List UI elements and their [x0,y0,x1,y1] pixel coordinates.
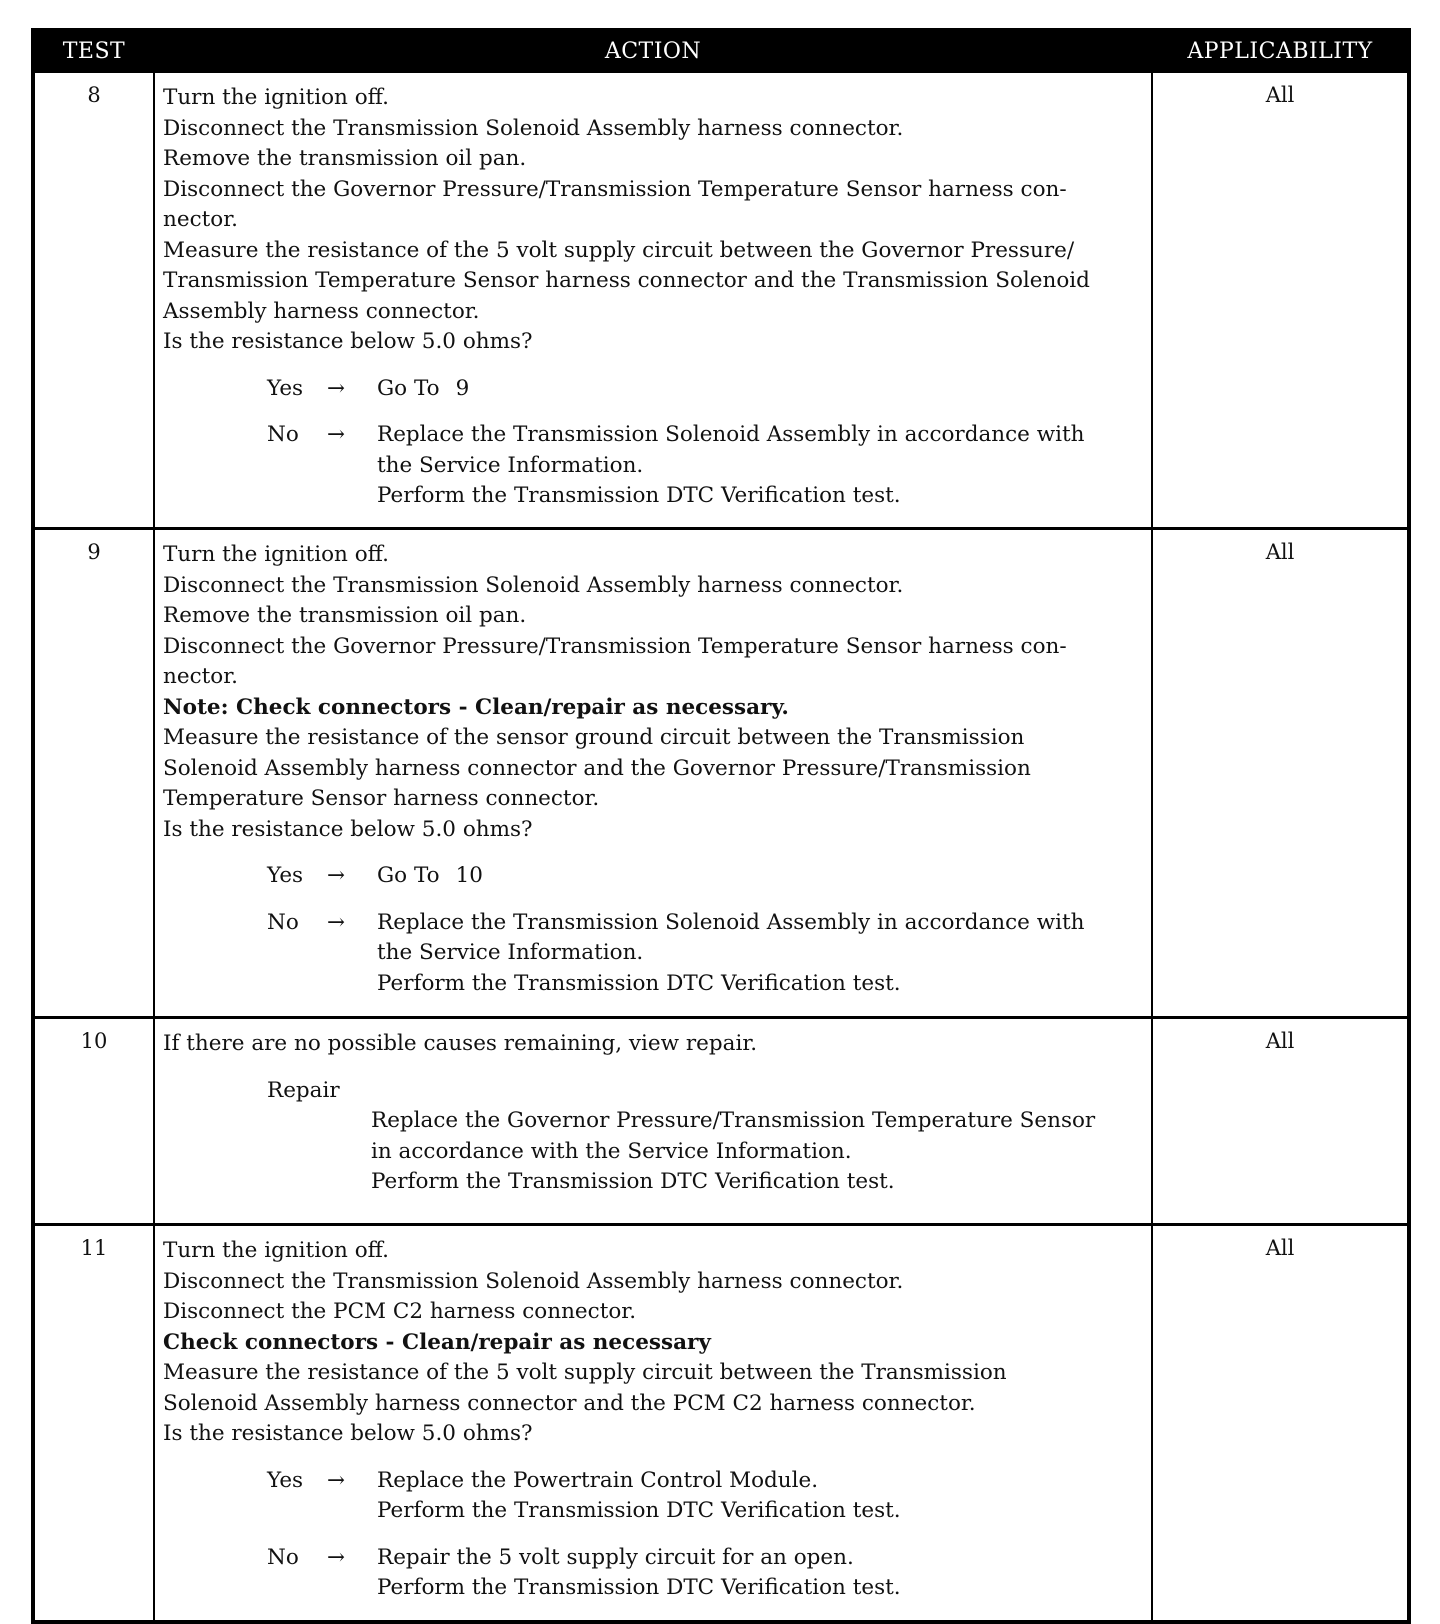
yes-action-line: Replace the Powertrain Control Module. [377,1467,819,1493]
action-line: Transmission Temperature Sensor harness connector and the Transmission Solenoid [163,268,1090,293]
goto-text: Go To [377,375,440,401]
test-number: 8 [33,72,154,529]
no-label: No [267,422,299,447]
repair-block [163,1076,1143,1198]
note-line: Note: Check connectors - Clean/repair as necessary. [163,694,789,720]
header-action: ACTION [154,30,1152,72]
action-line: Remove the transmission oil pan. [163,603,527,628]
no-action-line: the Service Information. [377,452,644,478]
goto-text: Go To [377,863,440,888]
action-line: Remove the transmission oil pan. [163,146,527,171]
action-line: Disconnect the PCM C2 harness connector. [163,1299,637,1324]
arrow-icon: → [327,909,346,935]
question-line: Is the resistance below 5.0 ohms? [163,816,533,842]
applicability-value: All [1152,1018,1409,1225]
action-cell [154,72,1152,529]
action-line: If there are no possible causes remaining, view repair. [163,1031,758,1056]
test-number: 10 [33,1018,154,1225]
yes-label: Yes [267,375,304,401]
action-cell [154,1225,1152,1623]
applicability-value: All [1152,1225,1409,1623]
table-row [33,72,1409,529]
goto-test-number: 10 [455,863,483,888]
action-line: Disconnect the Transmission Solenoid Assembly harness connector. [163,1268,904,1294]
no-answer [163,908,1143,1000]
no-label: No [267,1544,299,1570]
arrow-icon: → [327,375,346,401]
no-action-line: Perform the Transmission DTC Verification test. [377,483,901,508]
question-line: Is the resistance below 5.0 ohms? [163,329,533,354]
action-cell [154,1018,1152,1225]
yes-action-line: Perform the Transmission DTC Verification test. [377,1498,901,1523]
action-line: Turn the ignition off. [163,1238,389,1263]
action-line: nector. [163,664,238,689]
action-line: Assembly harness connector. [163,298,480,324]
action-line: Measure the resistance of the 5 volt supply circuit between the Transmission [163,1360,1007,1385]
yes-label: Yes [267,1467,304,1493]
test-number: 11 [33,1225,154,1623]
goto-test-number: 9 [455,375,470,401]
action-line: Disconnect the Governor Pressure/Transmission Temperature Sensor harness con- [163,633,1067,659]
no-action-line: Repair the 5 volt supply circuit for an open. [377,1544,854,1570]
no-action-line: Perform the Transmission DTC Verification test. [377,970,901,996]
no-action-line: Replace the Transmission Solenoid Assembly in accordance with [377,422,1085,447]
table-row [33,1018,1409,1225]
repair-label: Repair [267,1077,340,1103]
action-line: Disconnect the Governor Pressure/Transmission Temperature Sensor harness con- [163,176,1067,202]
note-line: Check connectors - Clean/repair as necessary [163,1329,711,1355]
action-cell [154,529,1152,1018]
arrow-icon: → [327,1467,346,1493]
no-action-line: Perform the Transmission DTC Verification test. [377,1575,901,1600]
yes-label: Yes [267,863,304,888]
action-line: nector. [163,207,238,232]
action-line: Solenoid Assembly harness connector and the Governor Pressure/Transmission [163,755,1031,781]
arrow-icon: → [327,863,346,888]
repair-line: Perform the Transmission DTC Verification test. [371,1169,895,1194]
action-line: Temperature Sensor harness connector. [163,786,600,811]
no-answer [163,1543,1143,1604]
header-applicability: APPLICABILITY [1152,30,1409,72]
table-row [33,529,1409,1018]
action-line: Disconnect the Transmission Solenoid Assembly harness connector. [163,115,904,141]
repair-line: in accordance with the Service Information. [371,1138,852,1164]
action-line: Measure the resistance of the sensor ground circuit between the Transmission [163,725,1025,750]
no-answer [163,420,1143,512]
arrow-icon: → [327,1544,346,1570]
header-test: TEST [33,30,154,72]
yes-answer [163,1466,1143,1527]
no-action-line: the Service Information. [377,940,644,965]
applicability-value: All [1152,72,1409,529]
diagnostic-test-table [31,28,1411,1624]
test-number: 9 [33,529,154,1018]
no-label: No [267,909,299,935]
no-action-line: Replace the Transmission Solenoid Assembly in accordance with [377,909,1085,935]
action-line: Turn the ignition off. [163,85,389,110]
action-line: Disconnect the Transmission Solenoid Assembly harness connector. [163,572,904,598]
table-header [33,30,1409,72]
action-line: Turn the ignition off. [163,542,389,567]
action-line: Measure the resistance of the 5 volt supply circuit between the Governor Pressure/ [163,237,1075,263]
table-row [33,1225,1409,1623]
yes-answer [163,374,1143,405]
action-line: Solenoid Assembly harness connector and the PCM C2 harness connector. [163,1390,976,1416]
applicability-value: All [1152,529,1409,1018]
arrow-icon: → [327,422,346,447]
repair-line: Replace the Governor Pressure/Transmission Temperature Sensor [371,1108,1096,1133]
yes-answer [163,861,1143,892]
question-line: Is the resistance below 5.0 ohms? [163,1421,533,1446]
